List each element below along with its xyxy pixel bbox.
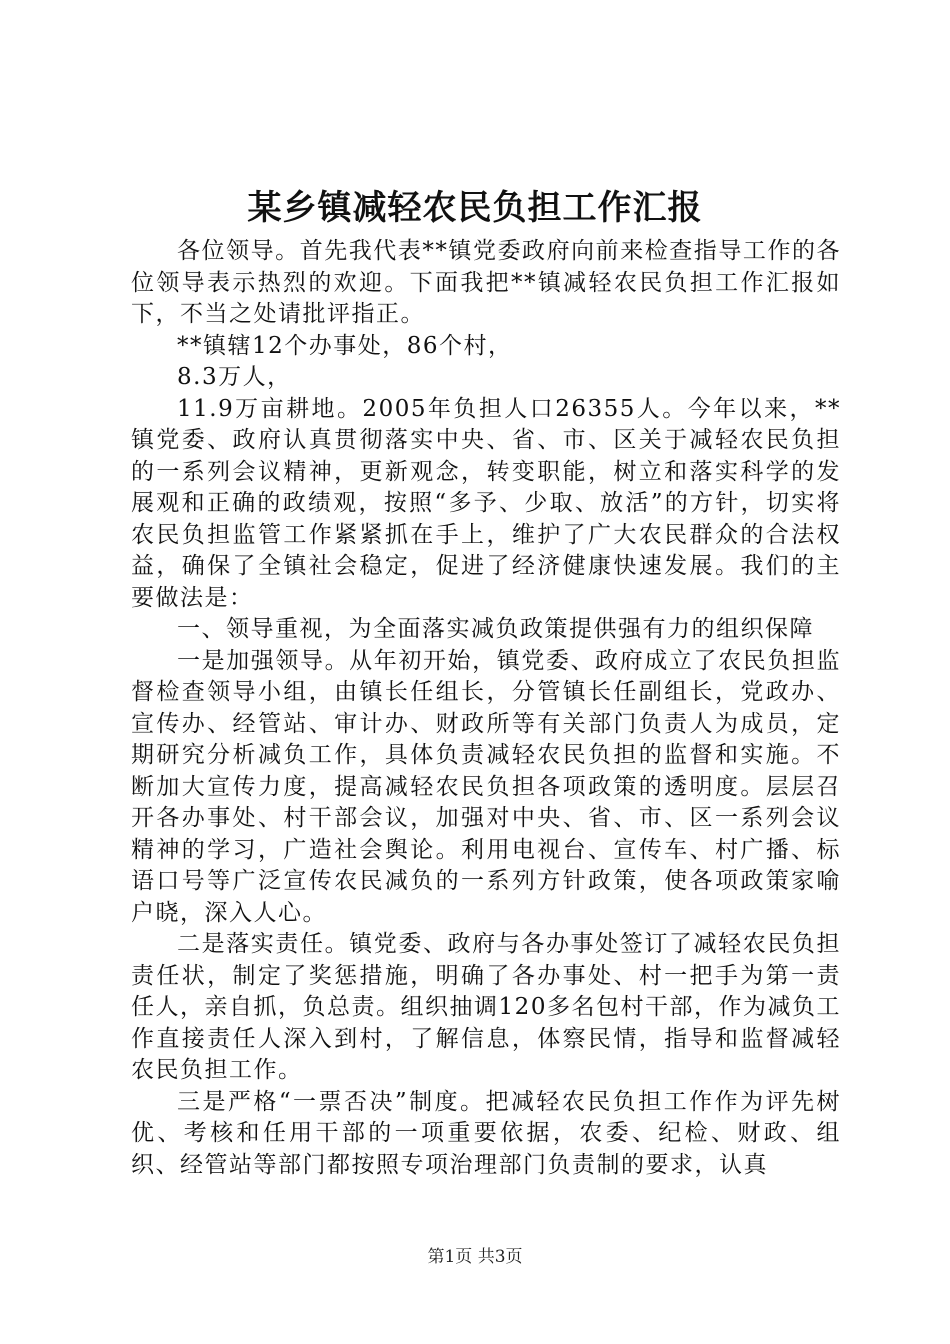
- section-heading-leadership: 一、领导重视，为全面落实减负政策提供强有力的组织保障: [177, 616, 814, 642]
- paragraph-town-overview: **镇辖12个办事处，86个村，: [177, 332, 513, 359]
- paragraph-responsibility: 二是落实责任。镇党委、政府与各办事处签订了减轻农民负担责任状，制定了奖惩措施，明确了各办事处、村一把手为第一责任人，亲自抓，负总责。组织抽调120多名包村干部，作为减负工作直接责任人深入到村，了解信息，体察民情，指导和监督减轻农民负担工作。: [131, 931, 841, 1083]
- document-title: 某乡镇减轻农民负担工作汇报: [247, 188, 703, 228]
- paragraph-strengthen-leadership: 一是加强领导。从年初开始，镇党委、政府成立了农民负担监督检查领导小组，由镇长任组长，分管镇长任副组长，党政办、宣传办、经管站、审计办、财政所等有关部门负责人为成员，定期研究分析减负工作，具体负责减轻农民负担的监督和实施。不断加大宣传力度，提高减轻农民负担各项政策的透明度。层层召开各办事处、村干部会议，加强对中央、省、市、区一系列会议精神的学习，广造社会舆论。利用电视台、宣传车、村广播、标语口号等广泛宣传农民减负的一系列方针政策，使各项政策家喻户晓，深入人心。: [131, 647, 841, 926]
- document-body: [131, 236, 841, 1181]
- paragraph-greeting: 各位领导。首先我代表**镇党委政府向前来检查指导工作的各位领导表示热烈的欢迎。下面我把**镇减轻农民负担工作汇报如下，不当之处请批评指正。: [131, 238, 841, 327]
- paragraph-veto-system: 三是严格“一票否决”制度。把减轻农民负担工作作为评先树优、考核和任用干部的一项重要依据，农委、纪检、财政、组织、经管站等部门都按照专项治理部门负责制的要求，认真: [131, 1088, 841, 1178]
- paragraph-population: 8.3万人，: [177, 364, 292, 390]
- paragraph-farmland-summary: 11.9万亩耕地。2005年负担人口26355人。今年以来，**镇党委、政府认真贯彻落实中央、省、市、区关于减轻农民负担的一系列会议精神，更新观念，转变职能，树立和落实科学的发展观和正确的政绩观，按照“多予、少取、放活”的方针，切实将农民负担监管工作紧紧抓在手上，维护了广大农民群众的合法权益，确保了全镇社会稳定，促进了经济健康快速发展。我们的主要做法是：: [131, 395, 841, 611]
- page-footer: 第1页 共3页: [427, 1247, 523, 1267]
